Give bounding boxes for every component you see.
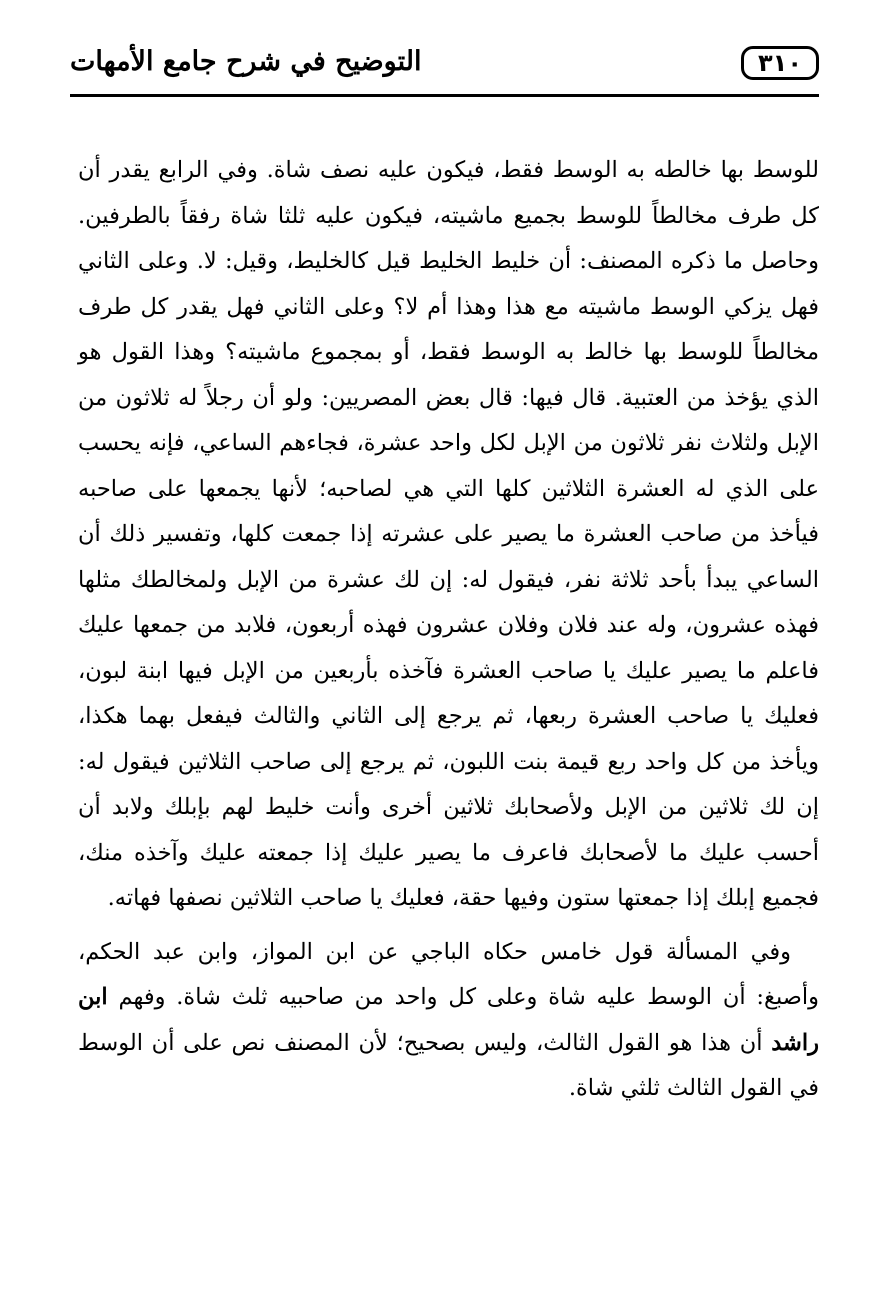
running-title [70, 46, 444, 77]
paragraph-2 [78, 930, 819, 1112]
paragraph-2-text-b: أن هذا هو القول الثالث، وليس بصحيح؛ لأن المصنف نص على أن الوسط في القول الثالث ثلثي شاة. [78, 1029, 819, 1101]
page-header [70, 38, 819, 96]
page-number [741, 46, 819, 80]
paragraph-1: للوسط بها خالطه به الوسط فقط، فيكون عليه نصف شاة. وفي الرابع يقدر أن كل طرف مخالطاً للوسط بجميع ماشيته، فيكون عليه ثلثا شاة رفقاً بالطرفين. وحاصل ما ذكره المصنف: أن خليط الخليط قيل كالخليط، وقيل: لا. وعلى الثاني فهل يزكي الوسط ماشيته مع هذا وهذا أم لا؟ وعلى الثاني فهل يقدر كل طرف مخالطاً للوسط بها خالط به الوسط فقط، أو بمجموع ماشيته؟ وهذا القول هو الذي يؤخذ من العتبية. قال فيها: قال بعض المصريين: ولو أن رجلاً له ثلاثون من الإبل ولثلاث نفر ثلاثون من الإبل لكل واحد عشرة، فجاءهم الساعي، فإنه يحسب على الذي له العشرة الثلاثين كلها التي هي لصاحبه؛ لأنها يجمعها على صاحبه فيأخذ من صاحب العشرة ما يصير على عشرته إذا جمعت كلها، وتفسير ذلك أن الساعي يبدأ بأحد ثلاثة نفر، فيقول له: إن لك عشرة من الإبل ولمخالطك مثلها فهذه عشرون، وله عند فلان وفلان عشرون فهذه أربعون، فلابد من جمعها عليك فاعلم ما يصير عليك يا صاحب العشرة فآخذه بأربعين من الإبل فيها ابنة لبون، فعليك يا صاحب العشرة ربعها، ثم يرجع إلى الثاني والثالث فيفعل بهما هكذا، ويأخذ من كل واحد ربع قيمة بنت اللبون، ثم يرجع إلى صاحب الثلاثين فيقول له: إن لك ثلاثين من الإبل ولأصحابك ثلاثين أخرى وأنت خليط لهم بإبلك ولابد أن أحسب عليك ما لأصحابك فاعرف ما يصير عليك إذا جمعته عليك وآخذه منك، فجميع إبلك إذا جمعتها ستون وفيها حقة، فعليك يا صاحب الثلاثين نصفها فهاته. [78, 157, 819, 911]
header-divider [70, 94, 819, 97]
main-text [78, 148, 819, 1112]
paragraph-2-text-a: وفي المسألة قول خامس حكاه الباجي عن ابن المواز، وابن عبد الحكم، وأصبغ: أن الوسط عليه شاة وعلى كل واحد من صاحبيه ثلث شاة. وفهم [78, 938, 819, 1010]
paragraph-2-bold-name: ابن راشد [78, 984, 819, 1056]
book-title: التوضيح في شرح جامع الأمهات [70, 46, 422, 77]
page-number-text: ٣١٠ [758, 49, 802, 77]
